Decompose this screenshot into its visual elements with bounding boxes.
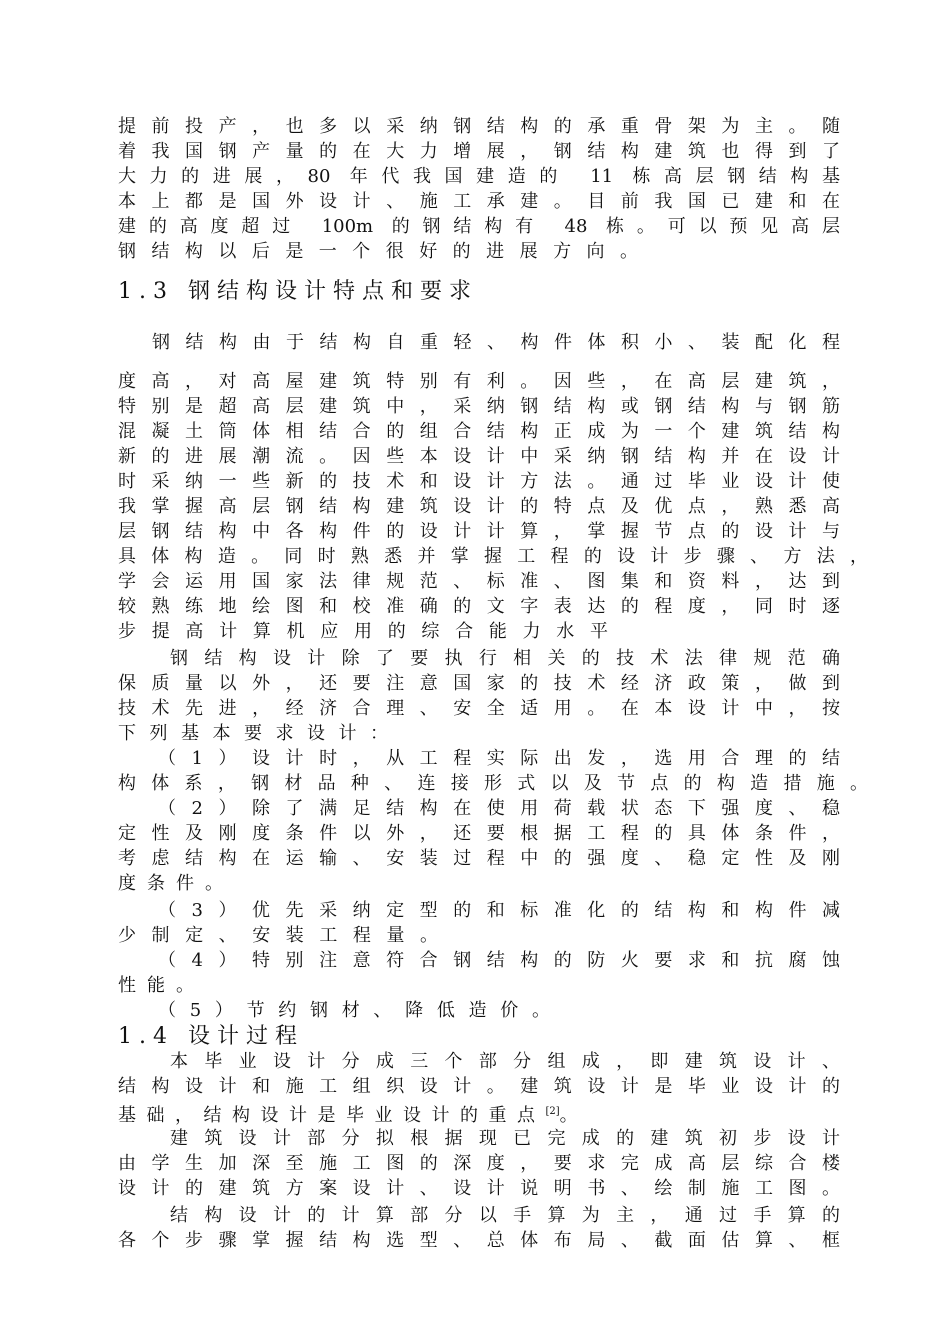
paragraph-line: 结构设计和施工组织设计。建筑设计是毕业设计的 — [118, 1076, 840, 1097]
paragraph-line: 学会运用国家法律规范、标准、图集和资料，达到 — [118, 571, 840, 592]
paragraph-line: 特别是超高层建筑中，采纳钢结构或钢结构与钢筋 — [118, 396, 840, 417]
section-heading-1-3: 1.3 钢结构设计特点和要求 — [118, 279, 478, 304]
paragraph-line: 技术先进，经济合理、安全适用。在本设计中，按 — [118, 698, 840, 719]
requirement-item-3-cont: 少制定、安装工程量。 — [118, 925, 438, 946]
paragraph-first-line: 钢结构由于结构自重轻、构件体积小、装配化程 — [152, 332, 840, 353]
requirement-item-2: （2）除了满足结构在使用荷载状态下强度、稳 — [158, 798, 840, 819]
requirement-item-2-cont: 度条件。 — [118, 873, 234, 894]
paragraph-line: 本上都是国外设计、施工承建。目前我国已建和在 — [118, 191, 840, 212]
paragraph-line — [118, 1099, 718, 1124]
paragraph-line: 新的进展潮流。因些本设计中采纳钢结构并在设计 — [118, 446, 840, 467]
paragraph-line: 保质量以外，还要注意国家的技术经济政策，做到 — [118, 673, 840, 694]
paragraph-line: 层钢结构中各构件的设计计算，掌握节点的设计与 — [118, 521, 840, 542]
requirement-item-1-cont: 构体系，钢材品种、连接形式以及节点的构造措施。 — [118, 773, 868, 794]
section-heading-1-4: 1.4 设计过程 — [118, 1024, 304, 1049]
paragraph-line: 各个步骤掌握结构选型、总体布局、截面估算、框 — [118, 1230, 840, 1251]
paragraph-text: 基础，结构设计是毕业设计的重点 — [118, 1105, 546, 1126]
requirement-item-2-cont: 定性及刚度条件以外，还要根据工程的具体条件， — [118, 823, 840, 844]
requirement-item-4-cont: 性能。 — [118, 975, 205, 996]
paragraph-text: 。 — [559, 1105, 589, 1126]
citation-marker: [2] — [545, 1106, 560, 1117]
paragraph-first-line: 钢结构设计除了要执行相关的技术法律规范确 — [170, 648, 840, 669]
paragraph-first-line: 结构设计的计算部分以手算为主，通过手算的 — [170, 1205, 840, 1226]
paragraph-line: 提前投产，也多以采纳钢结构的承重骨架为主。随 — [118, 116, 840, 137]
paragraph-line: 我掌握高层钢结构建筑设计的特点及优点，熟悉高 — [118, 496, 840, 517]
requirement-item-2-cont: 考虑结构在运输、安装过程中的强度、稳定性及刚 — [118, 848, 840, 869]
paragraph-line: 混凝土筒体相结合的组合结构正成为一个建筑结构 — [118, 421, 840, 442]
paragraph-line: 步提高计算机应用的综合能力水平 — [118, 621, 608, 642]
paragraph-line: 大力的进展，80 年代我国建造的 11 栋高层钢结构基 — [118, 166, 840, 187]
paragraph-line: 度高，对高屋建筑特别有利。因些，在高层建筑， — [118, 371, 840, 392]
paragraph-line: 着我国钢产量的在大力增展，钢结构建筑也得到了 — [118, 141, 840, 162]
paragraph-line: 钢结构以后是一个很好的进展方向。 — [118, 241, 638, 262]
paragraph-line: 建的高度超过 100m 的钢结构有 48 栋。可以预见高层 — [118, 216, 840, 237]
paragraph-line: 由学生加深至施工图的深度，要求完成高层综合楼 — [118, 1153, 840, 1174]
paragraph-first-line: 本毕业设计分成三个部分组成，即建筑设计、 — [170, 1051, 840, 1072]
requirement-item-1: （1）设计时，从工程实际出发，选用合理的结 — [158, 748, 840, 769]
paragraph-line: 具体构造。同时熟悉并掌握工程的设计步骤、方法， — [118, 546, 868, 567]
requirement-item-3: （3）优先采纳定型的和标准化的结构和构件减 — [158, 900, 840, 921]
requirement-item-4: （4）特别注意符合钢结构的防火要求和抗腐蚀 — [158, 950, 840, 971]
requirement-item-5: （5）节约钢材、降低造价。 — [158, 1000, 550, 1021]
paragraph-line: 较熟练地绘图和校准确的文字表达的程度，同时逐 — [118, 596, 840, 617]
paragraph-line: 设计的建筑方案设计、设计说明书、绘制施工图。 — [118, 1178, 840, 1199]
paragraph-first-line: 建筑设计部分拟根据现已完成的建筑初步设计 — [170, 1128, 840, 1149]
paragraph-line: 时采纳一些新的技术和设计方法。通过毕业设计使 — [118, 471, 840, 492]
paragraph-line: 下列基本要求设计： — [118, 723, 388, 744]
